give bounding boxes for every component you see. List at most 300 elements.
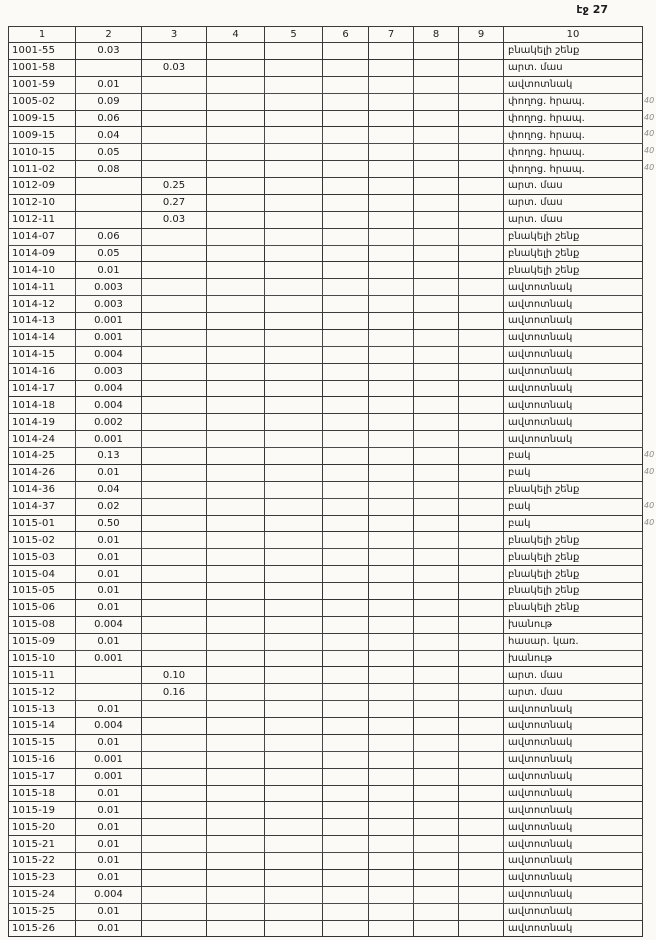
cell-description: ավտոտնակ <box>504 363 643 380</box>
cell-empty <box>459 785 504 802</box>
cell-empty <box>265 211 323 228</box>
cell-empty <box>459 76 504 93</box>
cell-empty <box>265 532 323 549</box>
cell-empty <box>323 228 369 245</box>
cell-area-col3 <box>142 785 207 802</box>
cell-empty <box>265 296 323 313</box>
cell-empty <box>459 262 504 279</box>
cell-empty <box>265 262 323 279</box>
cell-empty <box>265 869 323 886</box>
cell-empty <box>369 262 414 279</box>
cell-empty <box>369 363 414 380</box>
cell-empty <box>265 245 323 262</box>
cell-empty <box>414 481 459 498</box>
cell-empty <box>414 583 459 600</box>
cell-parcel-code: 1015-04 <box>9 566 76 583</box>
cell-empty <box>265 633 323 650</box>
cell-empty <box>207 211 265 228</box>
cell-empty <box>414 414 459 431</box>
cell-description: ավտոտնակ <box>504 279 643 296</box>
cell-empty <box>323 836 369 853</box>
cell-empty <box>369 279 414 296</box>
cell-empty <box>459 650 504 667</box>
cell-empty <box>323 178 369 195</box>
cell-area-col3 <box>142 734 207 751</box>
cell-empty <box>265 228 323 245</box>
cell-parcel-code: 1015-19 <box>9 802 76 819</box>
cell-empty <box>414 262 459 279</box>
cell-empty <box>323 667 369 684</box>
cell-area-col3 <box>142 43 207 60</box>
cell-description: բնակելի շենք <box>504 583 643 600</box>
handwritten-margin-note: 40 <box>644 163 655 173</box>
cell-empty <box>323 701 369 718</box>
table-row <box>9 211 643 228</box>
cell-description: հասար. կառ. <box>504 633 643 650</box>
cell-empty <box>207 869 265 886</box>
cell-empty <box>369 194 414 211</box>
cell-parcel-code: 1014-18 <box>9 397 76 414</box>
cell-empty <box>369 734 414 751</box>
table-row <box>9 734 643 751</box>
cell-area-col2: 0.004 <box>76 718 142 735</box>
cell-empty <box>459 194 504 211</box>
cell-empty <box>323 920 369 937</box>
cell-empty <box>207 93 265 110</box>
cell-empty <box>207 161 265 178</box>
cell-area-col2: 0.004 <box>76 616 142 633</box>
cell-area-col3 <box>142 481 207 498</box>
cell-empty <box>207 583 265 600</box>
cell-description: ավտոտնակ <box>504 414 643 431</box>
cell-empty <box>459 684 504 701</box>
cell-area-col2: 0.004 <box>76 346 142 363</box>
cell-empty <box>459 211 504 228</box>
cell-empty <box>265 701 323 718</box>
cell-empty <box>207 920 265 937</box>
cell-empty <box>207 768 265 785</box>
cell-parcel-code: 1014-12 <box>9 296 76 313</box>
table-row <box>9 633 643 650</box>
cell-parcel-code: 1015-17 <box>9 768 76 785</box>
cell-empty <box>265 920 323 937</box>
cell-empty <box>369 346 414 363</box>
cell-empty <box>207 549 265 566</box>
cell-empty <box>369 566 414 583</box>
cell-empty <box>414 76 459 93</box>
cell-area-col2: 0.001 <box>76 650 142 667</box>
handwritten-margin-note: 40 <box>644 501 655 511</box>
cell-empty <box>207 718 265 735</box>
cell-area-col3 <box>142 279 207 296</box>
cell-description: ավտոտնակ <box>504 380 643 397</box>
cell-empty <box>459 616 504 633</box>
cell-empty <box>414 110 459 127</box>
cell-parcel-code: 1014-07 <box>9 228 76 245</box>
cell-empty <box>414 869 459 886</box>
cell-empty <box>369 127 414 144</box>
cell-empty <box>323 785 369 802</box>
cell-empty <box>414 920 459 937</box>
cell-empty <box>369 481 414 498</box>
cell-empty <box>414 684 459 701</box>
cell-area-col2: 0.003 <box>76 279 142 296</box>
cell-empty <box>323 346 369 363</box>
cell-empty <box>323 127 369 144</box>
cell-area-col2: 0.02 <box>76 498 142 515</box>
cell-parcel-code: 1015-05 <box>9 583 76 600</box>
cell-empty <box>265 464 323 481</box>
cell-parcel-code: 1014-14 <box>9 329 76 346</box>
cell-empty <box>414 329 459 346</box>
cell-empty <box>207 616 265 633</box>
cell-description: բակ <box>504 464 643 481</box>
table-row <box>9 802 643 819</box>
cell-area-col2: 0.08 <box>76 161 142 178</box>
cell-empty <box>414 245 459 262</box>
cell-empty <box>265 802 323 819</box>
cell-empty <box>459 279 504 296</box>
cell-empty <box>459 903 504 920</box>
cell-empty <box>414 228 459 245</box>
column-header: 7 <box>369 27 414 43</box>
cell-empty <box>369 380 414 397</box>
cell-empty <box>323 431 369 448</box>
cell-area-col3 <box>142 819 207 836</box>
cell-empty <box>265 616 323 633</box>
cell-area-col3 <box>142 515 207 532</box>
cell-empty <box>414 498 459 515</box>
cell-parcel-code: 1015-11 <box>9 667 76 684</box>
cell-empty <box>414 599 459 616</box>
cell-empty <box>323 93 369 110</box>
cell-empty <box>414 211 459 228</box>
cell-empty <box>323 464 369 481</box>
cell-description: խանութ <box>504 616 643 633</box>
cell-parcel-code: 1015-18 <box>9 785 76 802</box>
cell-empty <box>459 532 504 549</box>
cell-empty <box>459 329 504 346</box>
cell-empty <box>207 566 265 583</box>
handwritten-margin-note: 40 <box>644 450 655 460</box>
table-row <box>9 245 643 262</box>
cell-empty <box>323 279 369 296</box>
cell-area-col3 <box>142 802 207 819</box>
cell-description: արտ. մաս <box>504 684 643 701</box>
cell-area-col2: 0.01 <box>76 464 142 481</box>
column-header: 5 <box>265 27 323 43</box>
cell-empty <box>414 633 459 650</box>
page-number: էջ 27 <box>576 3 608 16</box>
cell-empty <box>459 363 504 380</box>
cell-empty <box>369 667 414 684</box>
cell-area-col2: 0.01 <box>76 76 142 93</box>
cell-parcel-code: 1015-09 <box>9 633 76 650</box>
cell-area-col2: 0.06 <box>76 110 142 127</box>
cell-empty <box>265 650 323 667</box>
cell-area-col3 <box>142 76 207 93</box>
cell-empty <box>207 363 265 380</box>
cell-empty <box>323 414 369 431</box>
cell-empty <box>414 144 459 161</box>
cell-parcel-code: 1014-09 <box>9 245 76 262</box>
cell-empty <box>369 903 414 920</box>
cell-empty <box>207 515 265 532</box>
cell-area-col2: 0.09 <box>76 93 142 110</box>
cell-parcel-code: 1014-10 <box>9 262 76 279</box>
cell-description: ավտոտնակ <box>504 718 643 735</box>
cell-empty <box>265 886 323 903</box>
cell-empty <box>369 144 414 161</box>
cell-empty <box>414 734 459 751</box>
table-row <box>9 329 643 346</box>
table-row <box>9 853 643 870</box>
cell-empty <box>207 127 265 144</box>
cell-empty <box>414 279 459 296</box>
cell-parcel-code: 1014-11 <box>9 279 76 296</box>
cell-empty <box>207 853 265 870</box>
cell-empty <box>369 464 414 481</box>
cell-description: ավտոտնակ <box>504 397 643 414</box>
cell-empty <box>369 245 414 262</box>
cell-empty <box>459 566 504 583</box>
table-row <box>9 532 643 549</box>
cell-empty <box>207 532 265 549</box>
column-header: 10 <box>504 27 643 43</box>
table-row <box>9 768 643 785</box>
cell-empty <box>369 110 414 127</box>
cell-empty <box>459 313 504 330</box>
cell-parcel-code: 1015-12 <box>9 684 76 701</box>
cell-area-col3 <box>142 245 207 262</box>
cell-area-col2: 0.01 <box>76 583 142 600</box>
table-row <box>9 397 643 414</box>
cell-description: ավտոտնակ <box>504 886 643 903</box>
cell-area-col3 <box>142 313 207 330</box>
cell-empty <box>459 296 504 313</box>
table-row <box>9 616 643 633</box>
cell-empty <box>265 903 323 920</box>
cell-empty <box>414 313 459 330</box>
cell-parcel-code: 1015-21 <box>9 836 76 853</box>
cell-empty <box>414 819 459 836</box>
cell-empty <box>323 211 369 228</box>
cell-description: ավտոտնակ <box>504 920 643 937</box>
cell-empty <box>323 448 369 465</box>
cell-empty <box>459 481 504 498</box>
cell-empty <box>414 161 459 178</box>
cell-description: խանութ <box>504 650 643 667</box>
cell-parcel-code: 1015-13 <box>9 701 76 718</box>
cell-description: ավտոտնակ <box>504 785 643 802</box>
cell-empty <box>207 785 265 802</box>
cell-area-col2: 0.01 <box>76 836 142 853</box>
cell-description: բնակելի շենք <box>504 245 643 262</box>
table-row <box>9 886 643 903</box>
cell-description: ավտոտնակ <box>504 869 643 886</box>
cell-area-col3 <box>142 498 207 515</box>
cell-empty <box>265 380 323 397</box>
table-row <box>9 751 643 768</box>
cell-empty <box>414 93 459 110</box>
cell-empty <box>369 414 414 431</box>
cell-empty <box>323 853 369 870</box>
table-row <box>9 566 643 583</box>
cell-empty <box>265 684 323 701</box>
cell-area-col3 <box>142 296 207 313</box>
column-header: 1 <box>9 27 76 43</box>
cell-empty <box>323 684 369 701</box>
cell-empty <box>369 583 414 600</box>
cell-empty <box>323 633 369 650</box>
table-row <box>9 43 643 60</box>
table-row <box>9 296 643 313</box>
cell-description: ավտոտնակ <box>504 734 643 751</box>
table-row <box>9 127 643 144</box>
cell-empty <box>459 93 504 110</box>
cell-area-col3 <box>142 836 207 853</box>
cell-empty <box>207 43 265 60</box>
cell-empty <box>265 110 323 127</box>
cell-empty <box>369 76 414 93</box>
cell-area-col3 <box>142 566 207 583</box>
cell-empty <box>369 532 414 549</box>
cell-description: բնակելի շենք <box>504 532 643 549</box>
table-body <box>9 43 643 937</box>
cell-empty <box>369 211 414 228</box>
cell-area-col2: 0.001 <box>76 313 142 330</box>
cell-empty <box>369 329 414 346</box>
cell-parcel-code: 1015-08 <box>9 616 76 633</box>
table-row <box>9 515 643 532</box>
cell-empty <box>207 464 265 481</box>
table-row <box>9 380 643 397</box>
cell-empty <box>414 785 459 802</box>
cell-empty <box>369 853 414 870</box>
cell-empty <box>323 734 369 751</box>
cell-parcel-code: 1014-37 <box>9 498 76 515</box>
cell-area-col3 <box>142 431 207 448</box>
cell-empty <box>414 667 459 684</box>
cell-empty <box>459 464 504 481</box>
cell-empty <box>369 296 414 313</box>
cell-empty <box>207 599 265 616</box>
cell-area-col3 <box>142 583 207 600</box>
table-row <box>9 228 643 245</box>
cell-empty <box>207 886 265 903</box>
cell-empty <box>265 566 323 583</box>
cell-description: բնակելի շենք <box>504 43 643 60</box>
cell-empty <box>323 245 369 262</box>
cell-empty <box>265 161 323 178</box>
cell-empty <box>265 59 323 76</box>
cell-empty <box>207 262 265 279</box>
cell-area-col2: 0.01 <box>76 532 142 549</box>
cell-parcel-code: 1015-06 <box>9 599 76 616</box>
cell-empty <box>323 802 369 819</box>
cell-empty <box>207 836 265 853</box>
cell-empty <box>414 718 459 735</box>
cell-empty <box>323 819 369 836</box>
cell-parcel-code: 1014-13 <box>9 313 76 330</box>
cell-empty <box>459 869 504 886</box>
cell-empty <box>459 431 504 448</box>
cell-empty <box>323 262 369 279</box>
cell-empty <box>414 751 459 768</box>
table-row <box>9 650 643 667</box>
cell-area-col3 <box>142 346 207 363</box>
cell-empty <box>323 194 369 211</box>
cell-empty <box>265 583 323 600</box>
cell-parcel-code: 1005-02 <box>9 93 76 110</box>
cell-empty <box>459 144 504 161</box>
table-row <box>9 701 643 718</box>
cell-empty <box>459 819 504 836</box>
cell-empty <box>369 448 414 465</box>
cell-area-col2: 0.01 <box>76 633 142 650</box>
cell-empty <box>459 110 504 127</box>
cell-empty <box>459 59 504 76</box>
cell-empty <box>369 768 414 785</box>
cell-empty <box>207 76 265 93</box>
cell-parcel-code: 1001-55 <box>9 43 76 60</box>
table-header-row <box>9 27 643 43</box>
cell-parcel-code: 1009-15 <box>9 110 76 127</box>
cell-area-col3 <box>142 869 207 886</box>
table-row <box>9 599 643 616</box>
cell-empty <box>414 346 459 363</box>
cell-empty <box>369 650 414 667</box>
cell-empty <box>369 701 414 718</box>
cell-empty <box>265 93 323 110</box>
cell-area-col2: 0.01 <box>76 869 142 886</box>
cell-area-col3: 0.16 <box>142 684 207 701</box>
cell-parcel-code: 1014-16 <box>9 363 76 380</box>
cell-area-col2: 0.003 <box>76 296 142 313</box>
cell-description: արտ. մաս <box>504 194 643 211</box>
cell-empty <box>323 144 369 161</box>
cell-parcel-code: 1015-23 <box>9 869 76 886</box>
cell-empty <box>459 734 504 751</box>
cell-description: արտ. մաս <box>504 178 643 195</box>
table-row <box>9 93 643 110</box>
cell-empty <box>207 194 265 211</box>
cell-description: բնակելի շենք <box>504 549 643 566</box>
cell-parcel-code: 1012-11 <box>9 211 76 228</box>
cell-empty <box>265 76 323 93</box>
cell-description: բնակելի շենք <box>504 481 643 498</box>
cell-parcel-code: 1015-15 <box>9 734 76 751</box>
cell-area-col2: 0.01 <box>76 903 142 920</box>
cell-empty <box>207 684 265 701</box>
cell-description: արտ. մաս <box>504 59 643 76</box>
cell-empty <box>265 819 323 836</box>
cell-empty <box>323 532 369 549</box>
cell-empty <box>207 144 265 161</box>
cell-description: ավտոտնակ <box>504 768 643 785</box>
cell-parcel-code: 1015-14 <box>9 718 76 735</box>
cell-area-col3 <box>142 397 207 414</box>
cell-empty <box>207 245 265 262</box>
cell-empty <box>323 296 369 313</box>
cell-empty <box>207 819 265 836</box>
table-row <box>9 110 643 127</box>
cell-empty <box>323 397 369 414</box>
cell-parcel-code: 1014-25 <box>9 448 76 465</box>
table-row <box>9 684 643 701</box>
cell-area-col2: 0.002 <box>76 414 142 431</box>
cell-empty <box>414 532 459 549</box>
